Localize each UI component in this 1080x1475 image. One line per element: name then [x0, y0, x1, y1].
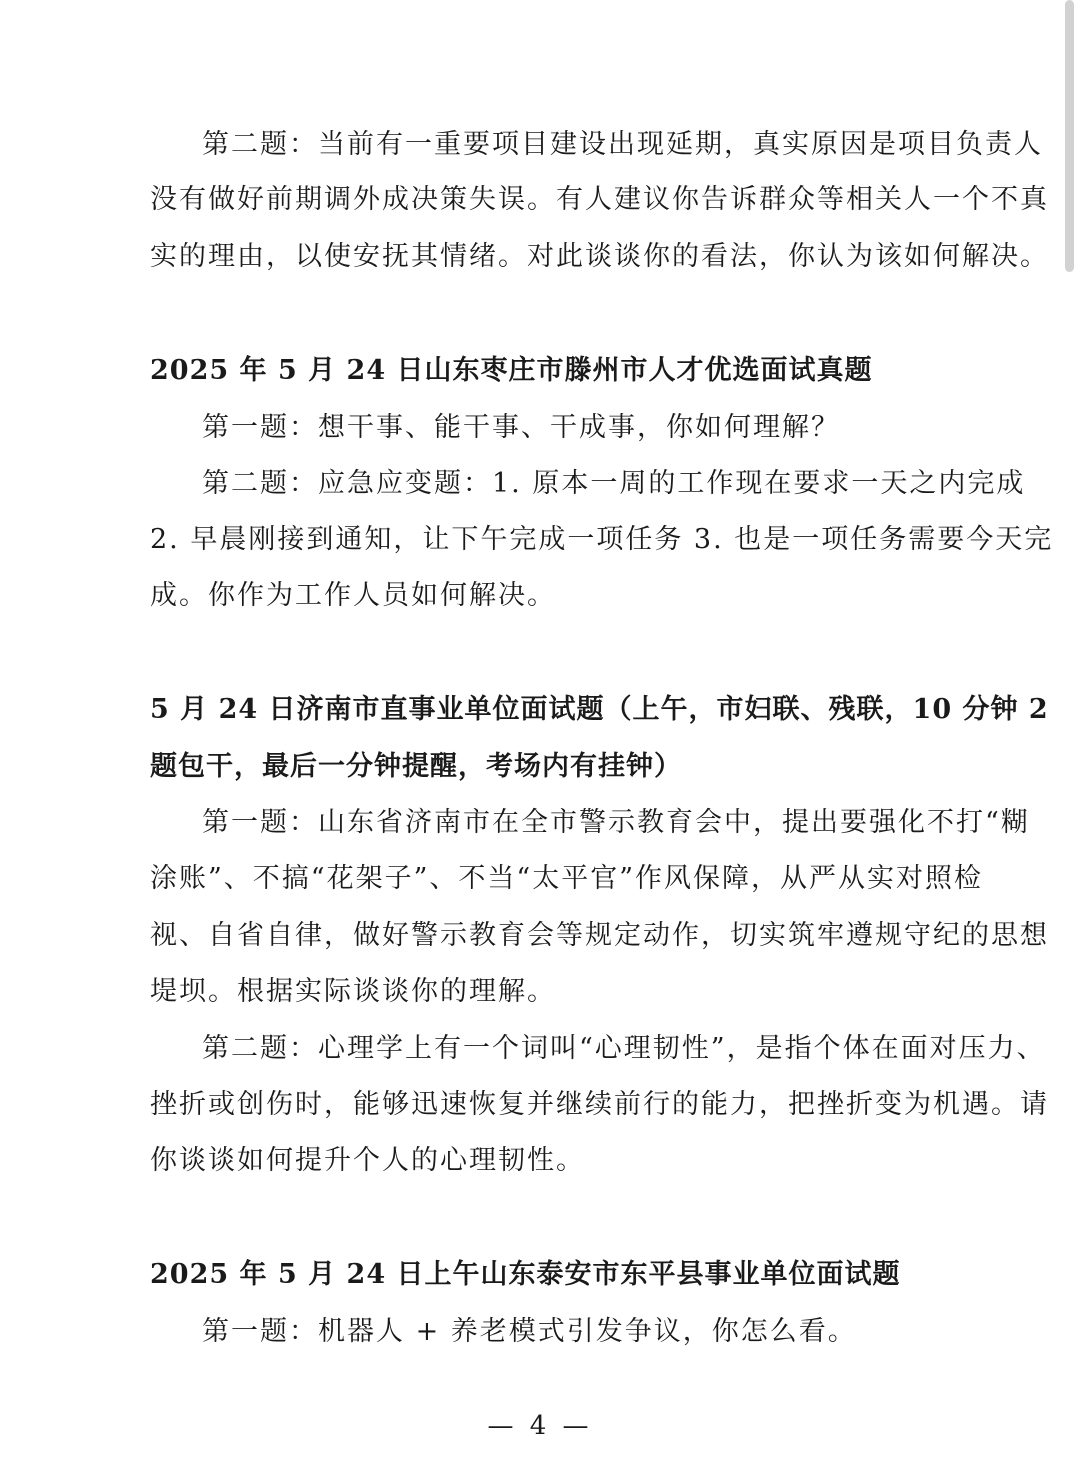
section-heading: 2025 年 5 月 24 日上午山东泰安市东平县事业单位面试题 — [150, 1259, 901, 1290]
paragraph-line: 第一题：想干事、能干事、干成事，你如何理解？ — [202, 412, 840, 443]
paragraph-line: 涂账”、不搞“花架子”、不当“太平官”作风保障，从严从实对照检 — [150, 863, 984, 894]
section-heading: 5 月 24 日济南市直事业单位面试题（上午，市妇联、残联，10 分钟 2 — [150, 694, 1049, 725]
paragraph-line: 第二题：应急应变题：1. 原本一周的工作现在要求一天之内完成 — [202, 468, 1026, 499]
paragraph-line: 第二题：心理学上有一个词叫“心理韧性”，是指个体在面对压力、 — [202, 1033, 1046, 1064]
section-heading: 题包干，最后一分钟提醒，考场内有挂钟） — [150, 751, 682, 782]
section-heading: 2025 年 5 月 24 日山东枣庄市滕州市人才优选面试真题 — [150, 355, 873, 386]
page-number: — 4 — — [487, 1411, 593, 1441]
paragraph-line: 堤坝。根据实际谈谈你的理解。 — [150, 976, 556, 1007]
paragraph-line: 没有做好前期调外成决策失误。有人建议你告诉群众等相关人一个不真 — [150, 184, 1049, 215]
paragraph-line: 第二题：当前有一重要项目建设出现延期，真实原因是项目负责人 — [202, 129, 1043, 160]
paragraph-line: 实的理由，以使安抚其情绪。对此谈谈你的看法，你认为该如何解决。 — [150, 241, 1049, 272]
paragraph-line: 成。你作为工作人员如何解决。 — [150, 580, 556, 611]
paragraph-line: 你谈谈如何提升个人的心理韧性。 — [150, 1145, 585, 1176]
vertical-scrollbar[interactable] — [1058, 0, 1080, 1475]
scrollbar-thumb[interactable] — [1065, 0, 1074, 272]
paragraph-line: 挫折或创伤时，能够迅速恢复并继续前行的能力，把挫折变为机遇。请 — [150, 1089, 1049, 1120]
paragraph-line: 第一题：山东省济南市在全市警示教育会中，提出要强化不打“糊 — [202, 807, 1030, 838]
paragraph-line: 2. 早晨刚接到通知，让下午完成一项任务 3. 也是一项任务需要今天完 — [150, 524, 1054, 555]
paragraph-line: 第一题：机器人 + 养老模式引发争议，你怎么看。 — [202, 1316, 857, 1347]
paragraph-line: 视、自省自律，做好警示教育会等规定动作，切实筑牢遵规守纪的思想 — [150, 920, 1049, 951]
